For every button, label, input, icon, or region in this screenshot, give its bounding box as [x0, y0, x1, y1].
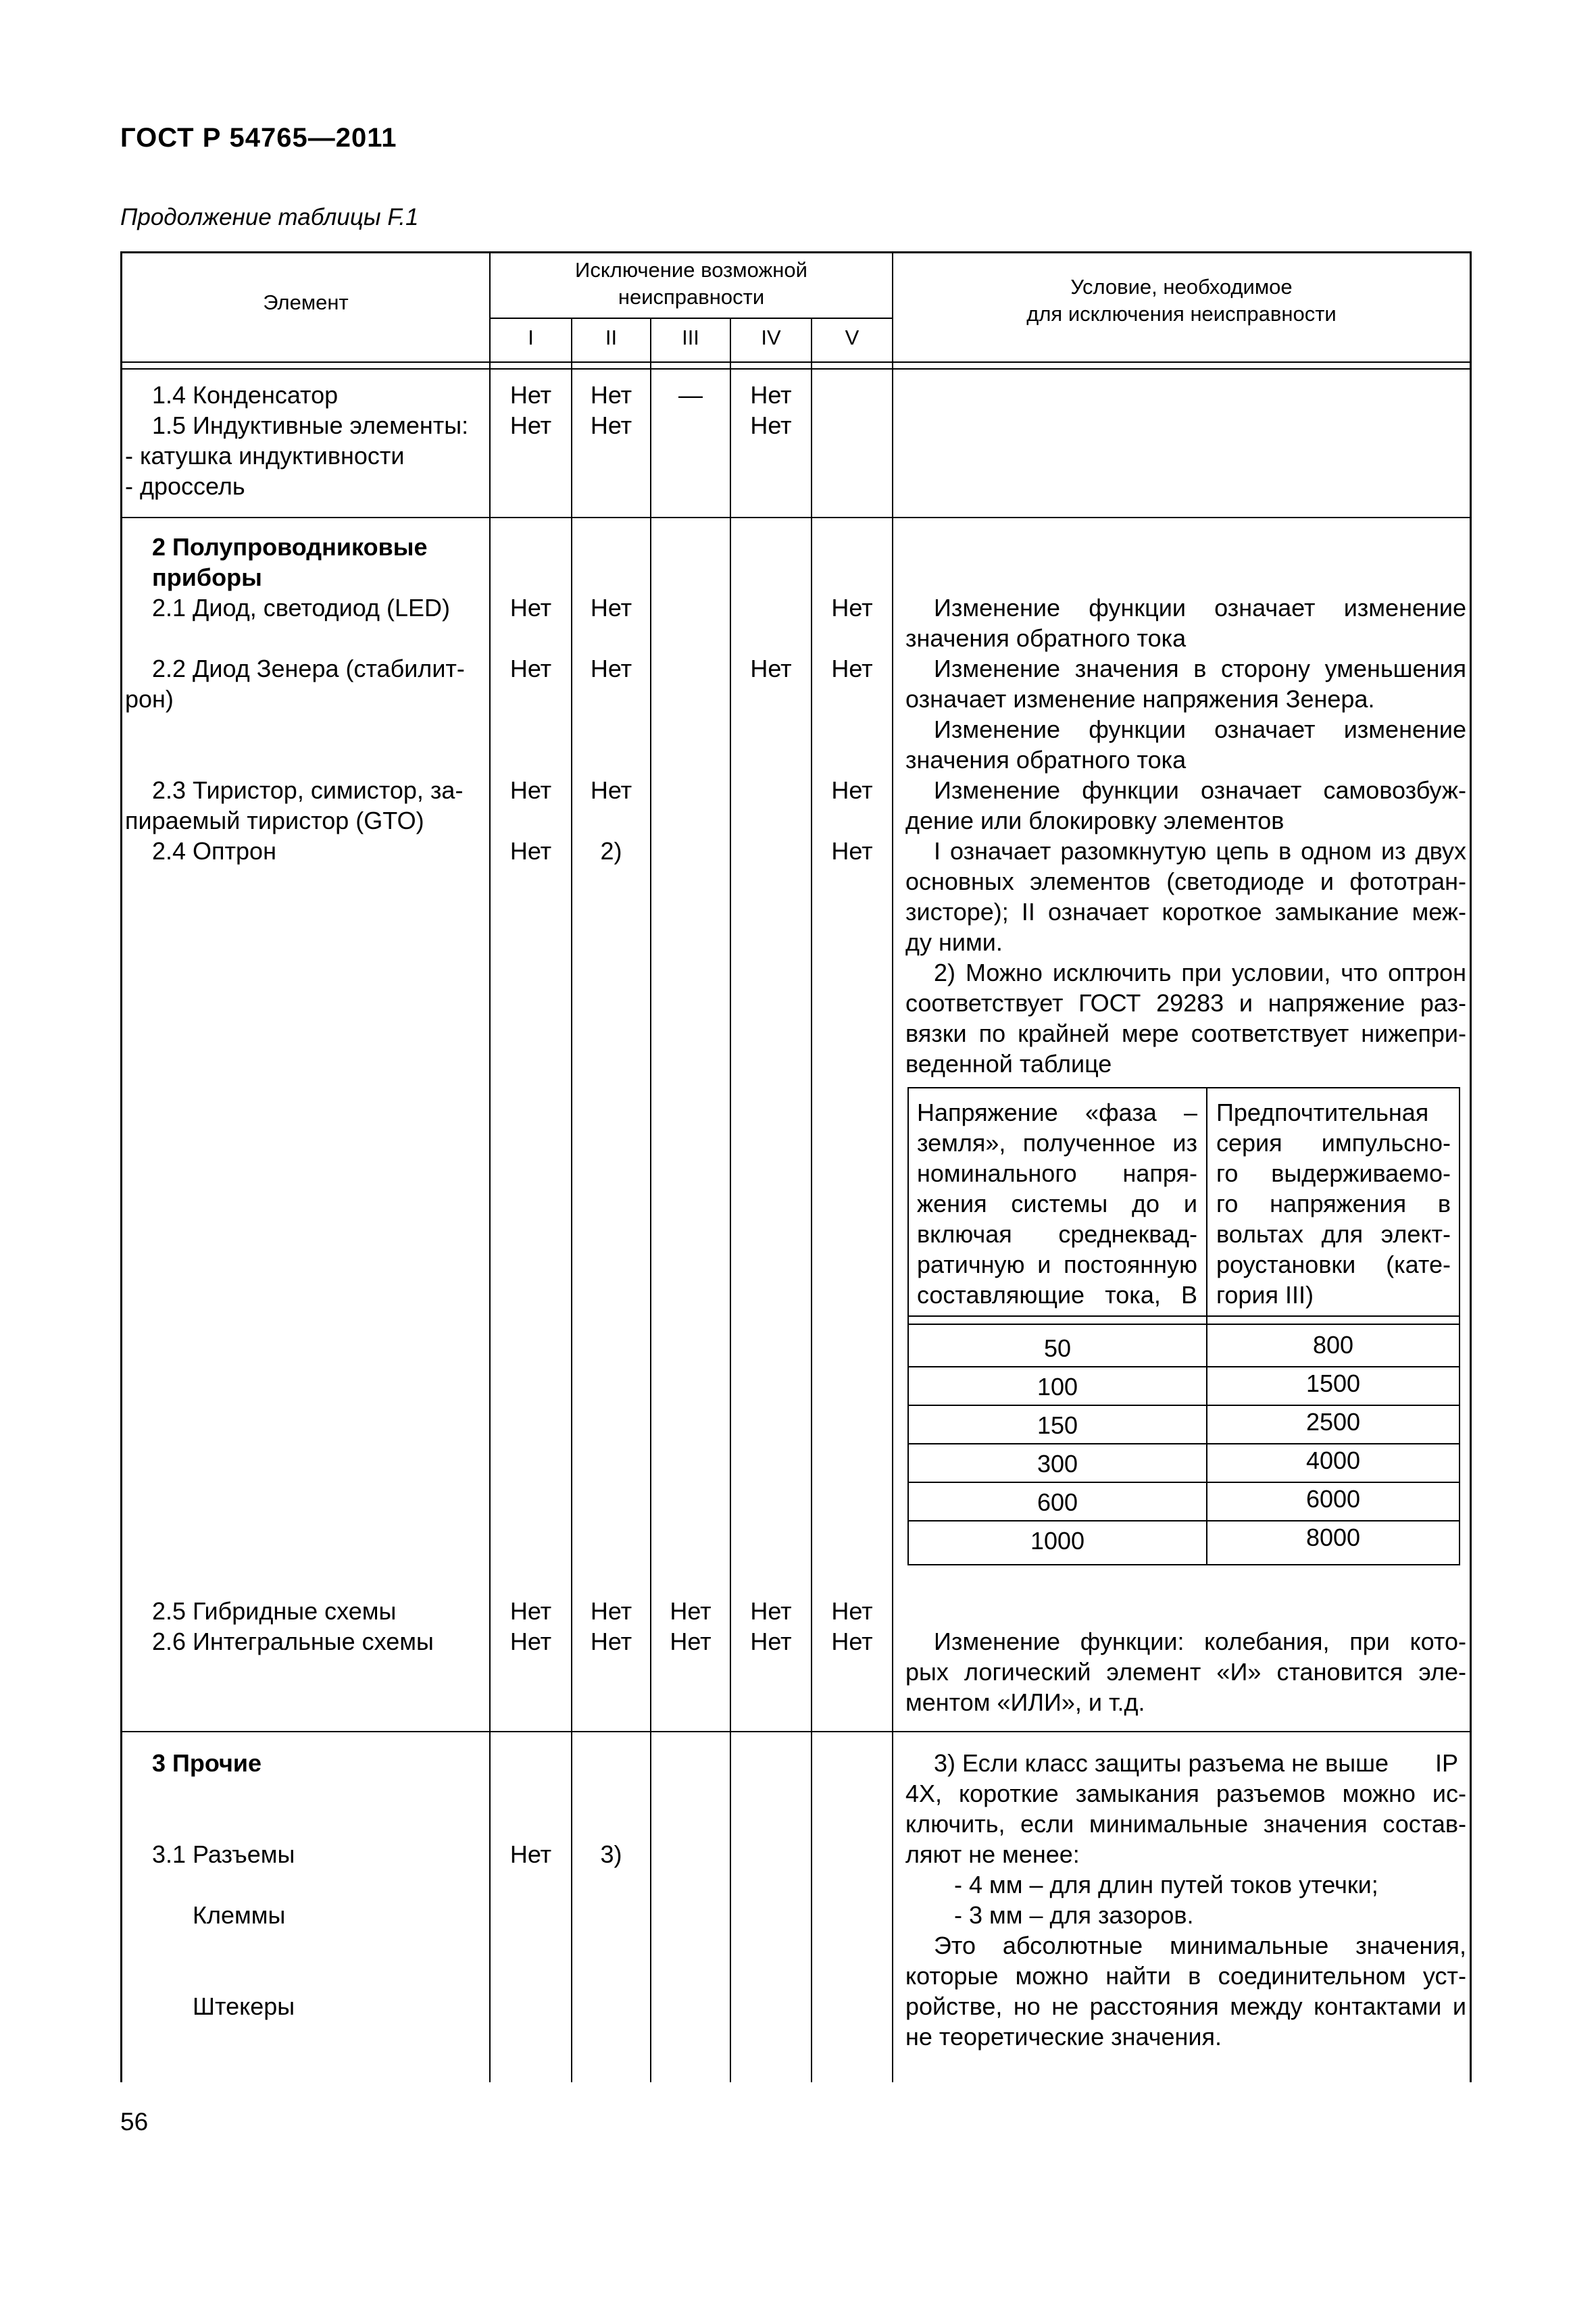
condition-line: дение или блокировку элементов: [905, 807, 1285, 834]
cell-value: Нет: [509, 776, 552, 804]
table-continuation-caption: Продолжение таблицы F.1: [120, 204, 419, 230]
condition-line: - 3 мм – для зазоров.: [954, 1901, 1194, 1929]
inner-cell-impulse: 8000: [1305, 1524, 1361, 1551]
cell-value: Нет: [509, 655, 552, 682]
row-sep: [120, 517, 1471, 518]
inner-col1-header: Напряжение «фаза –: [917, 1099, 1197, 1126]
inner-cell-voltage: 100: [1037, 1373, 1078, 1401]
condition-line: 4X, короткие замыкания разъемов можно ис-: [905, 1780, 1466, 1807]
cell-value: Нет: [670, 1628, 712, 1655]
cell-value: Нет: [590, 1597, 632, 1625]
inner-cell-voltage: 300: [1037, 1450, 1078, 1478]
document-code: ГОСТ Р 54765—2011: [120, 123, 397, 153]
cell-value: Нет: [590, 411, 632, 439]
inner-row-line: [907, 1520, 1460, 1521]
element-choke: - дроссель: [125, 472, 245, 500]
cell-value: Нет: [590, 655, 632, 682]
element-plugs: Штекеры: [193, 1992, 295, 2020]
inner-row-line: [907, 1366, 1460, 1367]
cell-value: Нет: [590, 776, 632, 804]
inner-cell-impulse: 2500: [1305, 1408, 1361, 1436]
cell-value: Нет: [509, 1597, 552, 1625]
condition-line: Изменение функции означает самовозбуж-: [934, 776, 1466, 804]
inner-border-right: [1459, 1087, 1460, 1565]
section-title-semiconductors: 2 Полупроводниковые: [152, 533, 428, 561]
table-border-left: [120, 251, 122, 2082]
element-thyristor: пираемый тиристор (GTO): [125, 807, 424, 834]
element-terminals: Клеммы: [193, 1901, 286, 1929]
cell-value: Нет: [590, 594, 632, 622]
inner-col1-header: ратичную и постоянную: [917, 1251, 1197, 1278]
condition-line: ментом «ИЛИ», и т.д.: [905, 1688, 1145, 1716]
cell-value: —: [678, 381, 703, 409]
footnote-ref-3: 3): [600, 1840, 622, 1868]
header-exclusion: Исключение возможной: [575, 258, 807, 282]
header-roman-i: I: [528, 326, 534, 349]
inner-row-line: [907, 1482, 1460, 1483]
inner-row-line: [907, 1443, 1460, 1444]
cell-value: Нет: [750, 411, 792, 439]
element-capacitor: 1.4 Конденсатор: [152, 381, 339, 409]
inner-col2-header: роустановки (кате-: [1216, 1251, 1451, 1278]
inner-header-line: [907, 1324, 1460, 1325]
element-connectors: 3.1 Разъемы: [152, 1840, 295, 1868]
cell-value: Нет: [831, 837, 873, 865]
condition-line: Это абсолютные минимальные значения,: [934, 1932, 1466, 1959]
cell-value: Нет: [509, 411, 552, 439]
inner-col2-header: вольтах для элект-: [1216, 1220, 1451, 1248]
condition-line: соответствует ГОСТ 29283 и напряжение раз-: [905, 989, 1466, 1017]
inner-cell-voltage: 600: [1037, 1488, 1078, 1516]
header-roman-ii: II: [605, 326, 618, 349]
inner-col1-header: номинального напря-: [917, 1159, 1197, 1187]
inner-cell-impulse: 1500: [1305, 1369, 1361, 1397]
col-sep: [571, 319, 572, 2082]
table-border-top: [120, 251, 1471, 253]
element-inductive: 1.5 Индуктивные элементы:: [152, 411, 469, 439]
inner-col1-header: земля», полученное из: [917, 1129, 1197, 1157]
element-coil: - катушка индуктивности: [125, 442, 405, 470]
inner-cell-voltage: 150: [1037, 1411, 1078, 1439]
header-condition: Условие, необходимое: [1070, 275, 1293, 299]
cell-value: Нет: [509, 594, 552, 622]
condition-line: 3) Если класс защиты разъема не выше: [934, 1749, 1389, 1777]
cell-value: Нет: [831, 655, 873, 682]
header-subline: [489, 318, 893, 319]
cell-value: Нет: [750, 1628, 792, 1655]
page-number: 56: [120, 2108, 149, 2136]
inner-col2-header: гория III): [1216, 1281, 1314, 1309]
condition-line: Изменение функции означает изменение: [934, 715, 1466, 743]
cell-value: Нет: [509, 837, 552, 865]
condition-line: рых логический элемент «И» становится эле-: [905, 1658, 1466, 1686]
cell-value: Нет: [831, 776, 873, 804]
inner-cell-impulse: 800: [1312, 1331, 1354, 1359]
cell-value: Нет: [750, 655, 792, 682]
cell-value: Нет: [831, 594, 873, 622]
inner-header-line: [907, 1315, 1460, 1317]
inner-col1-header: включая среднеквад-: [917, 1220, 1197, 1248]
inner-col1-header: составляющие тока, В: [917, 1281, 1197, 1309]
inner-cell-voltage: 1000: [1030, 1527, 1085, 1555]
cell-value: Нет: [750, 381, 792, 409]
condition-line: веденной таблице: [905, 1050, 1112, 1078]
element-integrated: 2.6 Интегральные схемы: [152, 1628, 434, 1655]
element-zener: рон): [125, 685, 174, 713]
cell-value: Нет: [750, 1597, 792, 1625]
condition-line: 2) Можно исключить при условии, что оптрон: [934, 959, 1466, 986]
header-roman-v: V: [845, 326, 859, 349]
header-bottom-line: [120, 361, 1471, 363]
cell-value: Нет: [590, 381, 632, 409]
condition-line: IP: [1435, 1749, 1459, 1777]
section-title-semiconductors: приборы: [152, 563, 262, 591]
col-sep: [650, 319, 651, 2082]
condition-line: I означает разомкнутую цепь в одном из двух: [934, 837, 1466, 865]
condition-line: означает изменение напряжения Зенера.: [905, 685, 1375, 713]
cell-value: Нет: [831, 1597, 873, 1625]
cell-value: Нет: [509, 381, 552, 409]
condition-line: Изменение функции означает изменение: [934, 594, 1466, 622]
header-element: Элемент: [263, 291, 349, 314]
condition-line: вязки по крайней мере соответствует нижепри-: [905, 1020, 1466, 1047]
inner-border-top: [907, 1087, 1460, 1088]
col-sep: [811, 319, 812, 2082]
section-title-other: 3 Прочие: [152, 1749, 262, 1777]
header-roman-iii: III: [682, 326, 699, 349]
condition-line: - 4 мм – для длин путей токов утечки;: [954, 1871, 1378, 1898]
inner-col2-header: серия импульсно-: [1216, 1129, 1451, 1157]
condition-line: которые можно найти в соединительном уст-: [905, 1962, 1466, 1990]
header-bottom-line: [120, 368, 1471, 370]
inner-col1-header: жения системы до и: [917, 1190, 1197, 1217]
element-hybrid: 2.5 Гибридные схемы: [152, 1597, 397, 1625]
inner-col2-header: го напряжения в: [1216, 1190, 1451, 1217]
inner-cell-impulse: 6000: [1305, 1485, 1361, 1513]
cell-value: Нет: [509, 1840, 552, 1868]
table-border-right: [1470, 251, 1472, 2082]
condition-line: ляют не менее:: [905, 1840, 1080, 1868]
condition-line: ду ними.: [905, 928, 1003, 956]
condition-line: Изменение функции: колебания, при кото-: [934, 1628, 1466, 1655]
header-roman-iv: IV: [761, 326, 781, 349]
element-diode: 2.1 Диод, светодиод (LED): [152, 594, 450, 622]
condition-line: основных элементов (светодиоде и фототран-: [905, 867, 1466, 895]
footnote-ref-2: 2): [600, 837, 622, 865]
cell-value: Нет: [670, 1597, 712, 1625]
cell-value: Нет: [590, 1628, 632, 1655]
header-condition: для исключения неисправности: [1026, 302, 1337, 326]
col-sep: [489, 251, 491, 2082]
cell-value: Нет: [831, 1628, 873, 1655]
inner-row-line: [907, 1405, 1460, 1406]
inner-cell-impulse: 4000: [1305, 1447, 1361, 1474]
inner-cell-voltage: 50: [1043, 1334, 1072, 1362]
condition-line: ключить, если минимальные значения состав-: [905, 1810, 1466, 1838]
inner-col2-header: го выдерживаемо-: [1216, 1159, 1451, 1187]
element-thyristor: 2.3 Тиристор, симистор, за-: [152, 776, 464, 804]
row-sep: [120, 1731, 1471, 1732]
element-optocoupler: 2.4 Оптрон: [152, 837, 276, 865]
element-zener: 2.2 Диод Зенера (стабилит-: [152, 655, 465, 682]
condition-line: Изменение значения в сторону уменьшения: [934, 655, 1466, 682]
inner-col2-header: Предпочтительная: [1216, 1099, 1429, 1126]
header-exclusion: неисправности: [618, 285, 765, 309]
condition-line: зисторе); II означает короткое замыкание меж-: [905, 898, 1466, 926]
condition-line: значения обратного тока: [905, 624, 1187, 652]
col-sep: [730, 319, 731, 2082]
cell-value: Нет: [509, 1628, 552, 1655]
inner-border-bottom: [907, 1564, 1460, 1565]
condition-line: ройстве, но не расстояния между контактами и: [905, 1992, 1466, 2020]
col-sep: [892, 251, 893, 2082]
condition-line: не теоретические значения.: [905, 2023, 1222, 2051]
condition-line: значения обратного тока: [905, 746, 1187, 774]
